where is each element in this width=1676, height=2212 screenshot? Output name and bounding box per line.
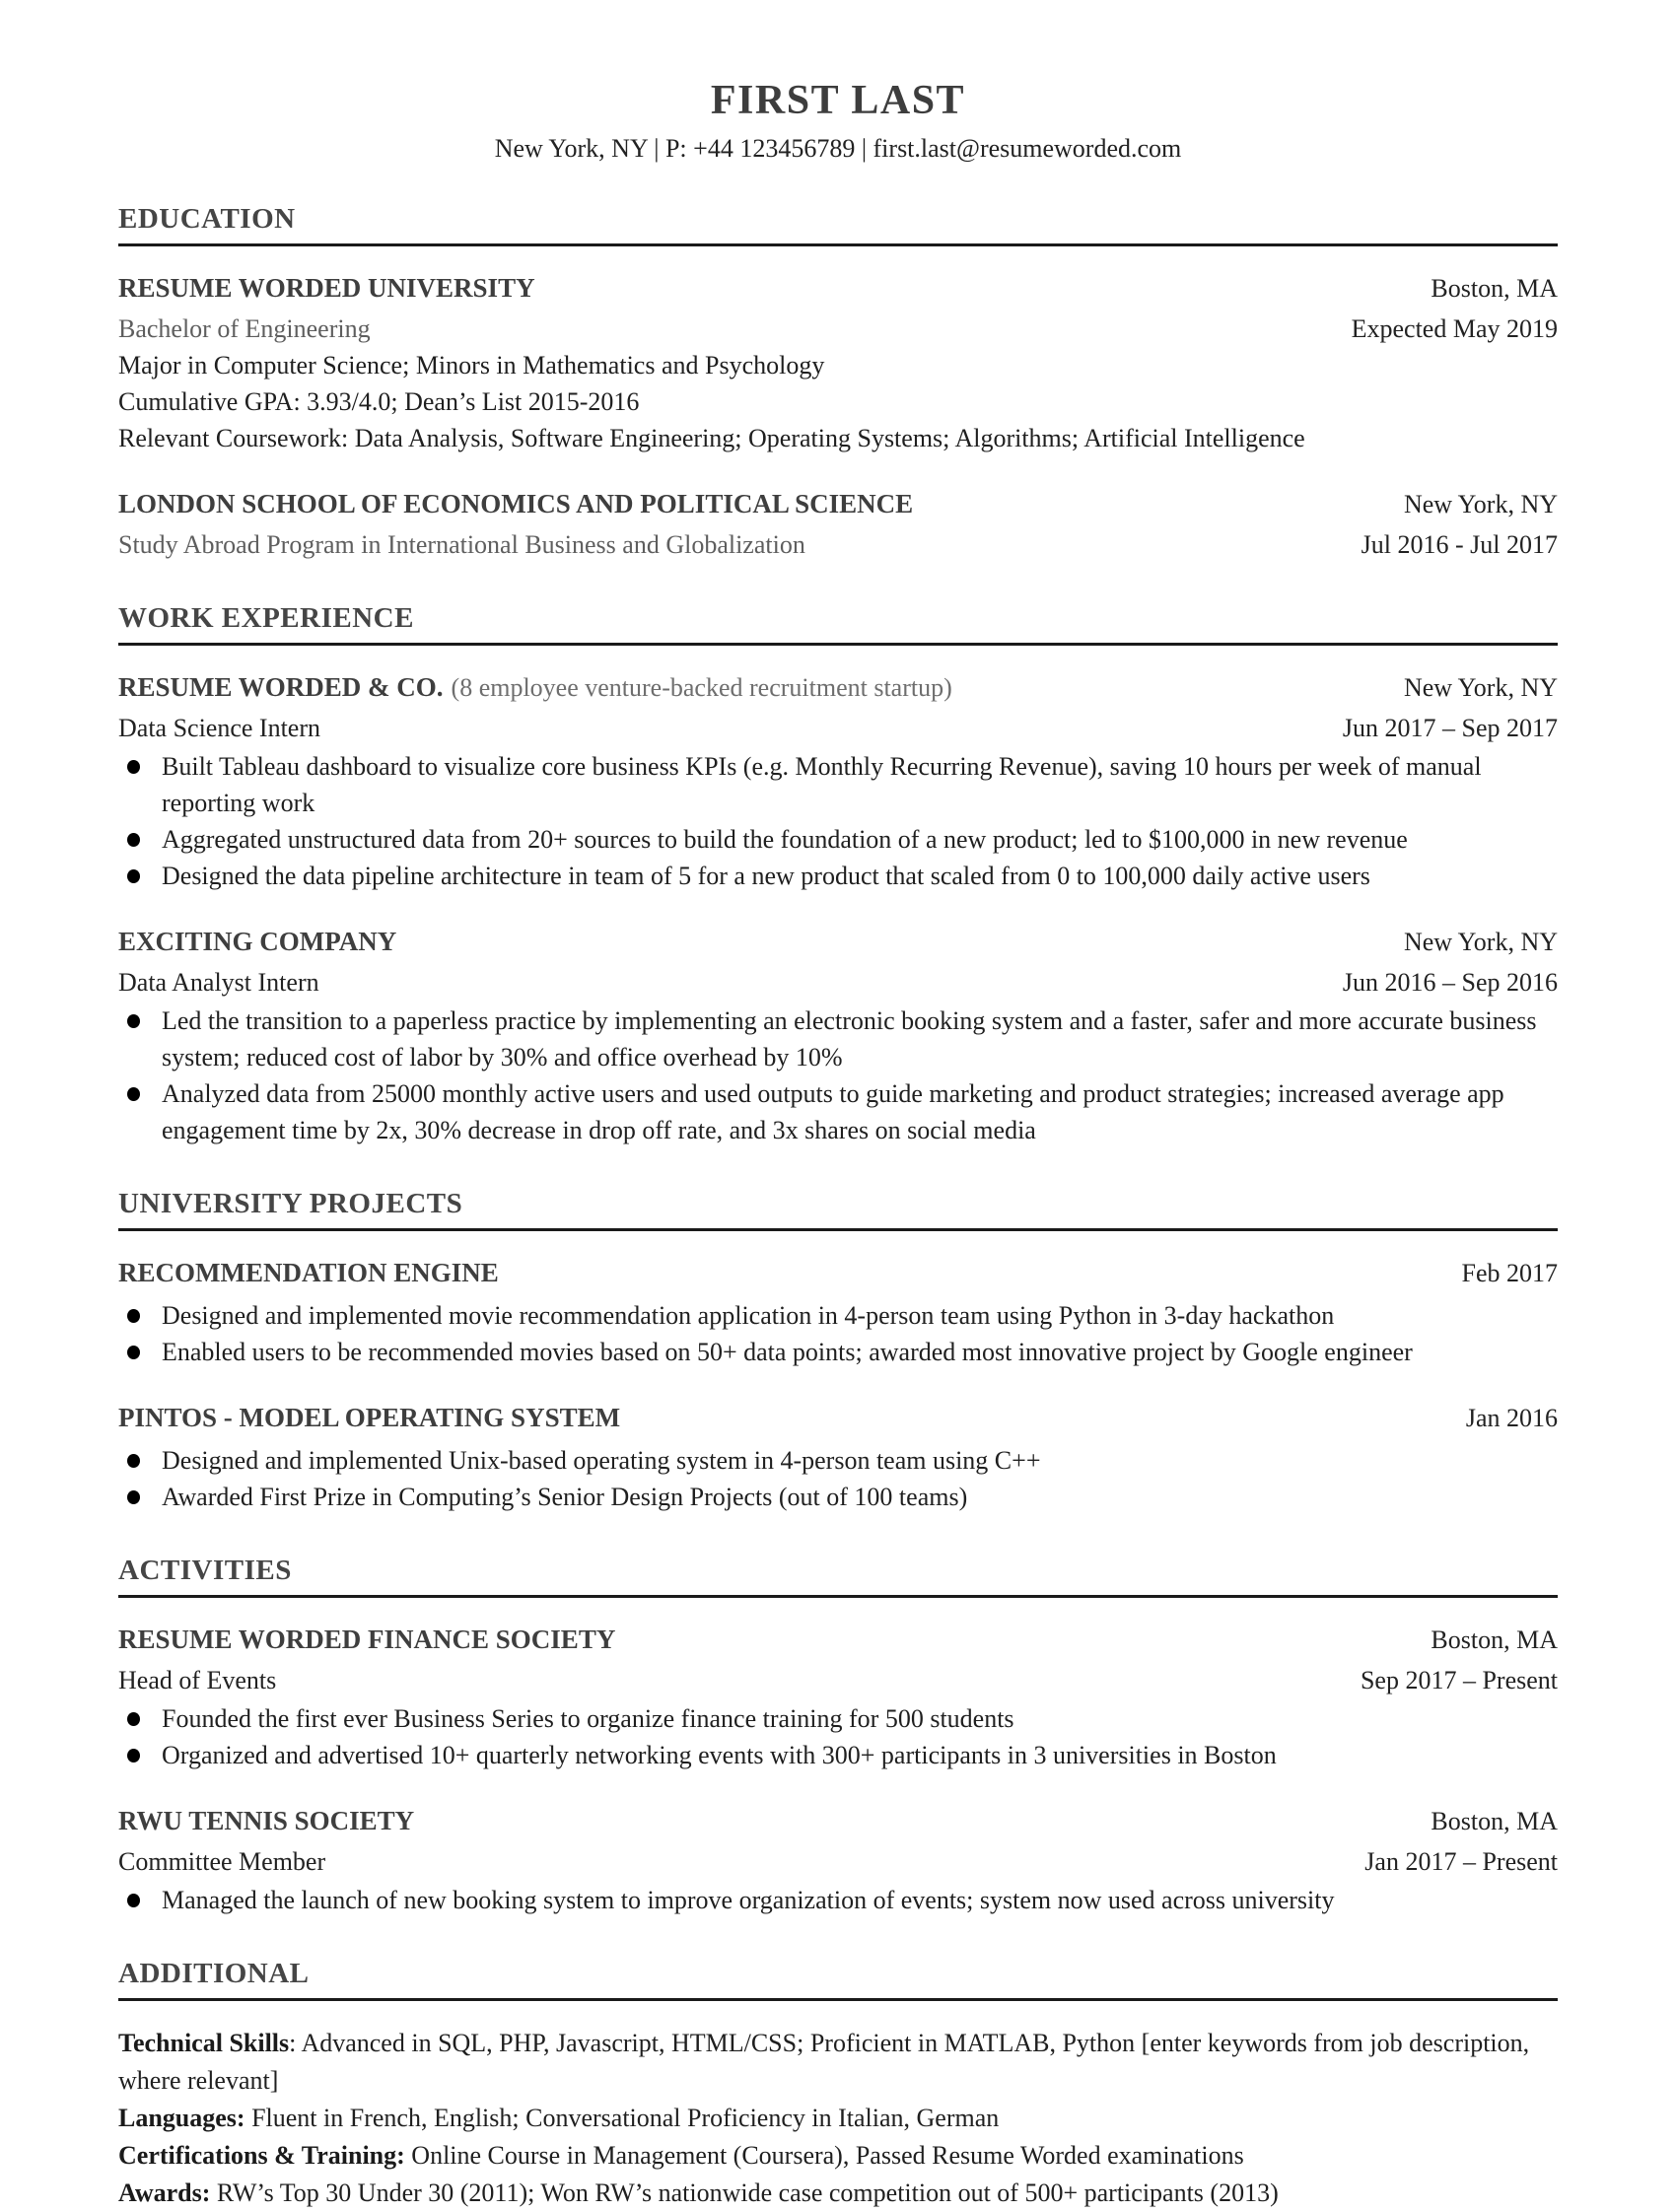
entry-title-row: [118, 1803, 1558, 1843]
bullet-text: Founded the first ever Business Series to organize finance training for 500 students: [162, 1704, 1014, 1733]
section-title-additional: ADDITIONAL: [118, 1958, 1558, 2001]
section-university-projects: [118, 1188, 1558, 1515]
section-education: [118, 203, 1558, 563]
bullet-list: [118, 1297, 1558, 1370]
school-name: RESUME WORDED UNIVERSITY: [118, 273, 535, 303]
organization-name: RWU TENNIS SOCIETY: [118, 1806, 415, 1835]
section-work-experience: [118, 602, 1558, 1148]
company-name: RESUME WORDED & CO.: [118, 672, 444, 702]
entry-date: Jan 2017 – Present: [1364, 1847, 1558, 1876]
additional-item: [118, 2100, 1558, 2137]
entry-date: Expected May 2019: [1351, 314, 1558, 343]
job-title: Data Analyst Intern: [118, 968, 319, 997]
additional-label: Languages:: [118, 2104, 245, 2132]
bullet-list: [118, 1002, 1558, 1148]
entry-date: Jul 2016 - Jul 2017: [1361, 530, 1558, 559]
additional-text: RW’s Top 30 Under 30 (2011); Won RW’s nationwide case competition out of 500+ participants (2013): [210, 2178, 1279, 2207]
section-body-additional: [118, 2001, 1558, 2212]
entry-date: Jan 2016: [1465, 1404, 1558, 1432]
bullet-list: [118, 1882, 1558, 1918]
additional-text: Fluent in French, English; Conversational Proficiency in Italian, German: [244, 2104, 1000, 2132]
bullet-item: [118, 1002, 1558, 1075]
degree-name: Bachelor of Engineering: [118, 314, 371, 343]
role-title: Head of Events: [118, 1666, 277, 1694]
bullet-text: Aggregated unstructured data from 20+ sources to build the foundation of a new product; led to $100,000 in new revenue: [162, 825, 1408, 854]
bullet-list: [118, 1442, 1558, 1515]
additional-item: [118, 2175, 1558, 2212]
work-entry: [118, 924, 1558, 1148]
bullet-icon: [127, 1490, 140, 1504]
entry-subtitle-row: [118, 526, 1558, 563]
entry-subtitle-row: [118, 311, 1558, 347]
entry-date: Jun 2016 – Sep 2016: [1342, 968, 1558, 997]
section-body-activities: [118, 1598, 1558, 1918]
bullet-icon: [127, 1087, 140, 1101]
bullet-text: Designed and implemented Unix-based operating system in 4-person team using C++: [162, 1446, 1041, 1475]
company-name: EXCITING COMPANY: [118, 927, 397, 956]
bullet-icon: [127, 1014, 140, 1028]
bullet-item: [118, 858, 1558, 894]
bullet-text: Led the transition to a paperless practice by implementing an electronic booking system and a faster, safer and more accurate business system; reduced cost of labor by 30% and office overhead by 10%: [162, 1006, 1537, 1071]
entry-title-row: [118, 270, 1558, 311]
entry-location: New York, NY: [1403, 490, 1558, 518]
bullet-text: Managed the launch of new booking system to improve organization of events; system now used across university: [162, 1886, 1335, 1914]
bullet-text: Awarded First Prize in Computing’s Senior Design Projects (out of 100 teams): [162, 1483, 968, 1511]
section-title-work-experience: WORK EXPERIENCE: [118, 602, 1558, 646]
bullet-item: [118, 1075, 1558, 1148]
entry-location: Boston, MA: [1431, 1625, 1558, 1654]
additional-text: : Advanced in SQL, PHP, Javascript, HTML/CSS; Proficient in MATLAB, Python [enter keywords from job description, where relevant]: [118, 2029, 1530, 2095]
education-detail: Relevant Coursework: Data Analysis, Software Engineering; Operating Systems; Algorithms; Artificial Intelligence: [118, 424, 1305, 452]
project-name: RECOMMENDATION ENGINE: [118, 1258, 499, 1287]
bullet-text: Analyzed data from 25000 monthly active users and used outputs to guide marketing and product strategies; increased average app engagement time by 2x, 30% decrease in drop off rate, and 3x shares on social media: [162, 1079, 1504, 1144]
entry-title-row: [118, 1622, 1558, 1662]
entry-subtitle-row: [118, 1662, 1558, 1698]
section-activities: [118, 1555, 1558, 1918]
candidate-name: FIRST LAST: [710, 78, 966, 123]
bullet-text: Enabled users to be recommended movies based on 50+ data points; awarded most innovative project by Google engineer: [162, 1338, 1413, 1366]
bullet-item: [118, 1442, 1558, 1479]
activity-entry: [118, 1622, 1558, 1773]
bullet-item: [118, 748, 1558, 821]
additional-text: Online Course in Management (Coursera), Passed Resume Worded examinations: [404, 2141, 1244, 2170]
entry-date: Jun 2017 – Sep 2017: [1342, 714, 1558, 742]
bullet-text: Designed and implemented movie recommendation application in 4-person team using Python in 3-day hackathon: [162, 1301, 1335, 1330]
additional-item: [118, 2137, 1558, 2175]
entry-subtitle-row: [118, 964, 1558, 1001]
resume-header: [118, 77, 1558, 164]
entry-subtitle-row: [118, 710, 1558, 746]
bullet-text: Organized and advertised 10+ quarterly networking events with 300+ participants in 3 universities in Boston: [162, 1741, 1277, 1769]
bullet-icon: [127, 760, 140, 774]
role-title: Committee Member: [118, 1847, 326, 1876]
bullet-icon: [127, 1454, 140, 1468]
bullet-icon: [127, 1712, 140, 1726]
organization-name: RESUME WORDED FINANCE SOCIETY: [118, 1624, 616, 1654]
bullet-icon: [127, 1894, 140, 1907]
activity-entry: [118, 1803, 1558, 1918]
entry-title-row: [118, 486, 1558, 526]
project-entry: [118, 1255, 1558, 1370]
bullet-list: [118, 1700, 1558, 1773]
entry-title-row: [118, 1255, 1558, 1295]
degree-name: Study Abroad Program in International Business and Globalization: [118, 530, 805, 559]
bullet-icon: [127, 1309, 140, 1323]
bullet-item: [118, 1737, 1558, 1773]
entry-title-row: [118, 924, 1558, 964]
bullet-item: [118, 821, 1558, 858]
section-additional: [118, 1958, 1558, 2212]
bullet-item: [118, 1334, 1558, 1370]
bullet-icon: [127, 1749, 140, 1763]
bullet-item: [118, 1700, 1558, 1737]
entry-subtitle-row: [118, 1843, 1558, 1880]
project-name: PINTOS - MODEL OPERATING SYSTEM: [118, 1403, 621, 1432]
bullet-icon: [127, 1346, 140, 1359]
additional-label: Awards:: [118, 2178, 211, 2207]
bullet-icon: [127, 833, 140, 847]
entry-date: Sep 2017 – Present: [1360, 1666, 1558, 1694]
bullet-text: Built Tableau dashboard to visualize core business KPIs (e.g. Monthly Recurring Revenue), saving 10 hours per week of manual reporting work: [162, 752, 1482, 817]
bullet-icon: [127, 869, 140, 883]
education-detail: Major in Computer Science; Minors in Mathematics and Psychology: [118, 351, 825, 380]
additional-item: [118, 2025, 1558, 2100]
section-title-activities: ACTIVITIES: [118, 1555, 1558, 1598]
work-entry: [118, 669, 1558, 894]
entry-location: New York, NY: [1403, 673, 1558, 702]
section-body-university-projects: [118, 1231, 1558, 1515]
bullet-list: [118, 748, 1558, 894]
additional-label: Technical Skills: [118, 2029, 290, 2057]
bullet-item: [118, 1479, 1558, 1515]
bullet-item: [118, 1297, 1558, 1334]
section-body-education: [118, 246, 1558, 563]
entry-title-row: [118, 1400, 1558, 1440]
project-entry: [118, 1400, 1558, 1515]
company-description: (8 employee venture-backed recruitment startup): [451, 673, 952, 702]
school-name: LONDON SCHOOL OF ECONOMICS AND POLITICAL SCIENCE: [118, 489, 914, 518]
education-entry: [118, 486, 1558, 563]
section-title-education: EDUCATION: [118, 203, 1558, 246]
education-detail: Cumulative GPA: 3.93/4.0; Dean’s List 2015-2016: [118, 387, 640, 416]
entry-location: Boston, MA: [1431, 274, 1558, 303]
job-title: Data Science Intern: [118, 714, 321, 742]
entry-date: Feb 2017: [1461, 1259, 1558, 1287]
additional-label: Certifications & Training:: [118, 2141, 405, 2170]
section-title-university-projects: UNIVERSITY PROJECTS: [118, 1188, 1558, 1231]
bullet-item: [118, 1882, 1558, 1918]
education-entry: [118, 270, 1558, 456]
bullet-text: Designed the data pipeline architecture in team of 5 for a new product that scaled from 0 to 100,000 daily active users: [162, 862, 1370, 890]
entry-title-row: [118, 669, 1558, 710]
section-body-work-experience: [118, 646, 1558, 1148]
entry-location: New York, NY: [1403, 928, 1558, 956]
entry-location: Boston, MA: [1431, 1807, 1558, 1835]
contact-line: New York, NY | P: +44 123456789 | first.last@resumeworded.com: [494, 134, 1182, 163]
